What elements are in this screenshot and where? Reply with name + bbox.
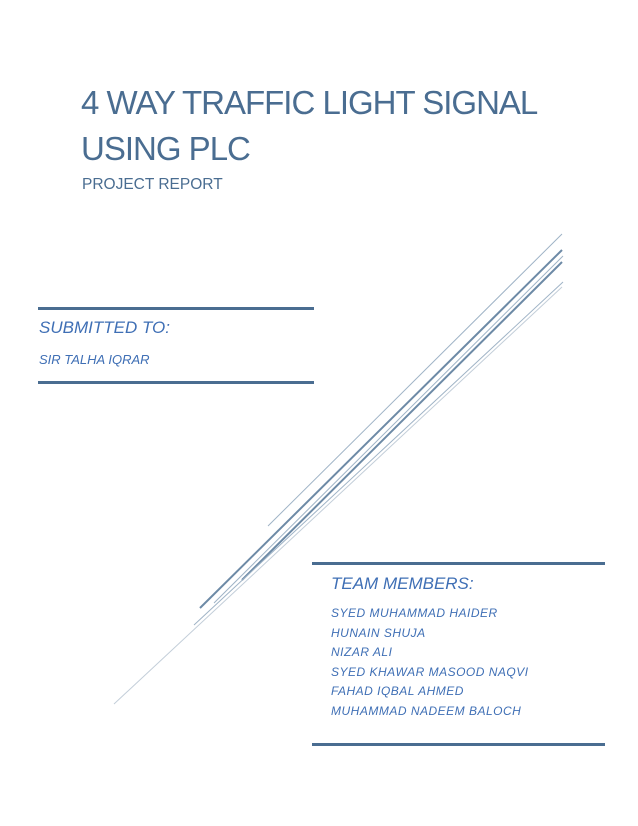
submitted-to-name: SIR TALHA IQRAR bbox=[39, 352, 150, 367]
submitted-top-rule bbox=[38, 307, 314, 310]
team-top-rule bbox=[312, 562, 605, 565]
team-member: HUNAIN SHUJA bbox=[331, 625, 426, 640]
deco-line-1 bbox=[268, 234, 562, 526]
team-members-heading: TEAM MEMBERS: bbox=[331, 574, 474, 593]
report-subtitle: PROJECT REPORT bbox=[82, 176, 223, 193]
submitted-bottom-rule bbox=[38, 381, 314, 384]
deco-line-2 bbox=[200, 250, 562, 608]
submitted-to-heading: SUBMITTED TO: bbox=[39, 318, 170, 337]
team-bottom-rule bbox=[312, 743, 605, 746]
team-member: SYED MUHAMMAD HAIDER bbox=[331, 606, 498, 620]
team-members-list bbox=[331, 604, 529, 721]
team-member: SYED KHAWAR MASOOD NAQVI bbox=[331, 664, 529, 679]
report-title-line-1: 4 WAY TRAFFIC LIGHT SIGNAL bbox=[81, 84, 538, 121]
team-member: NIZAR ALI bbox=[331, 645, 393, 659]
report-title bbox=[81, 80, 561, 172]
report-title-line-2: USING PLC bbox=[81, 130, 250, 167]
team-member: FAHAD IQBAL AHMED bbox=[331, 684, 464, 698]
team-member: MUHAMMAD NADEEM BALOCH bbox=[331, 703, 522, 718]
